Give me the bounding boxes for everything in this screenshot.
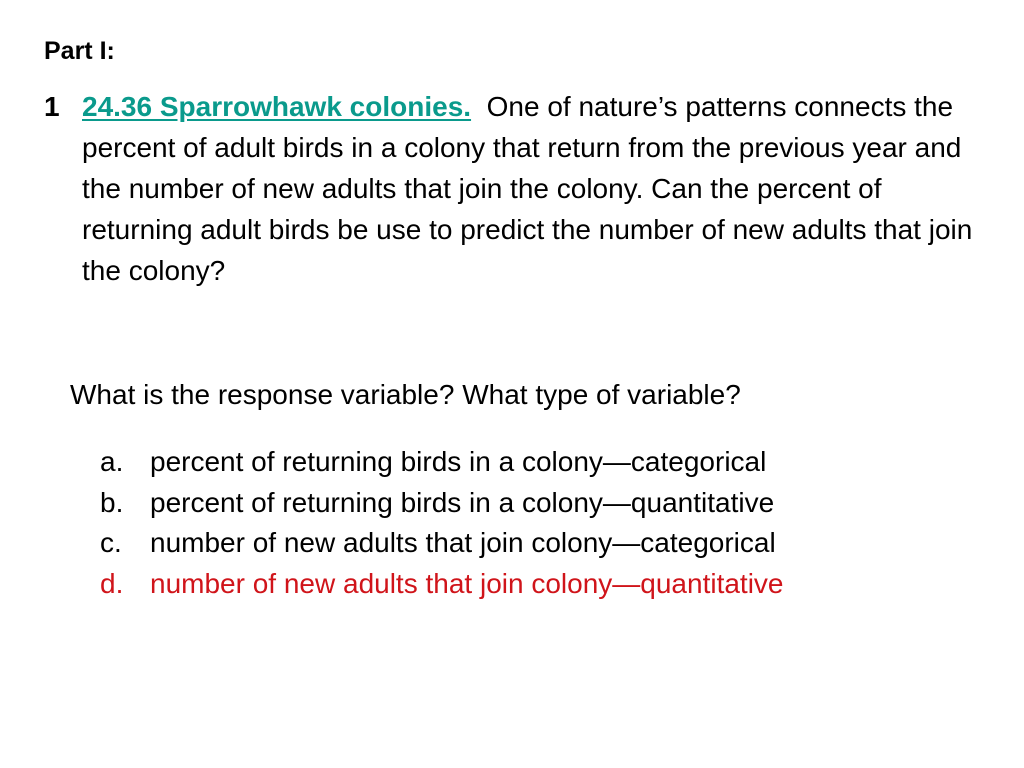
question-number: 1 bbox=[44, 91, 60, 122]
option-text: percent of returning birds in a colony—quantitative bbox=[150, 486, 775, 518]
option-letter: a. bbox=[100, 446, 124, 477]
option-letter: b. bbox=[100, 486, 124, 518]
option-text: percent of returning birds in a colony—categorical bbox=[150, 446, 767, 477]
question-text bbox=[82, 86, 982, 291]
option-text: number of new adults that join colony—quantitative bbox=[150, 567, 784, 599]
answer-option-d bbox=[100, 564, 784, 605]
answer-options bbox=[100, 442, 784, 604]
option-letter: d. bbox=[100, 567, 124, 599]
question-body: One of nature’s patterns connects the percent of adult birds in a colony that return from the previous year and the number of new adults that join the colony. Can the percent of returning adult birds be use to predict the number of new adults that join the colony? bbox=[82, 91, 973, 286]
answer-option-b bbox=[100, 483, 784, 524]
part-title: Part I: bbox=[44, 37, 115, 65]
exercise-link[interactable]: 24.36 Sparrowhawk colonies. bbox=[82, 91, 472, 122]
option-letter: c. bbox=[100, 527, 122, 558]
answer-option-a bbox=[100, 442, 784, 483]
question-prompt: What is the response variable? What type of variable? bbox=[70, 379, 741, 410]
answer-option-c bbox=[100, 523, 784, 564]
question-block bbox=[44, 86, 1004, 291]
option-text: number of new adults that join colony—categorical bbox=[150, 527, 776, 558]
